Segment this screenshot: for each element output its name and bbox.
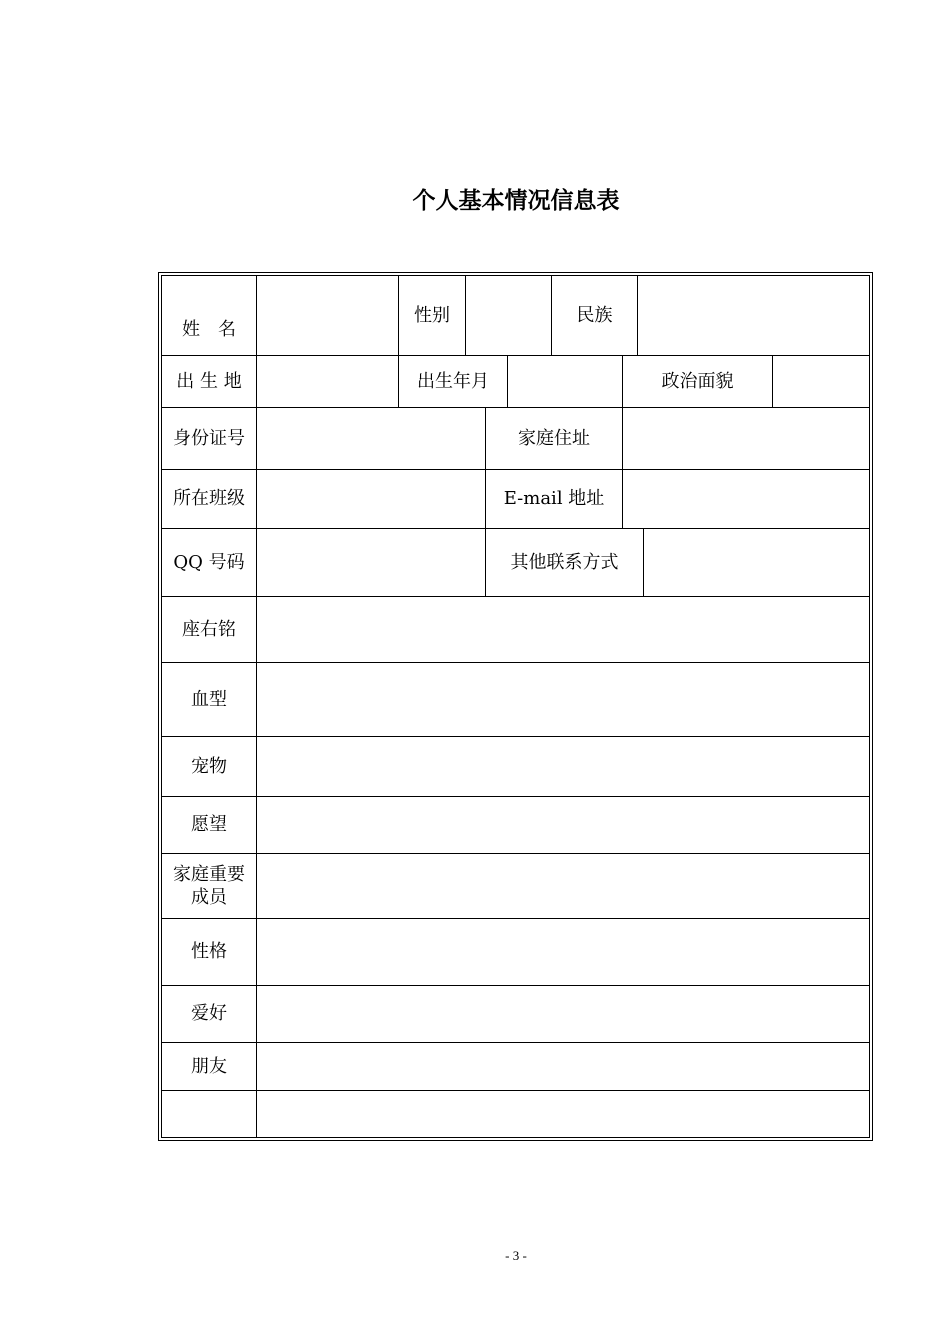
label-ethnicity: 民族 bbox=[576, 305, 613, 326]
email-field[interactable] bbox=[623, 470, 869, 528]
friends-field[interactable] bbox=[257, 1043, 869, 1090]
page-number: - 3 - bbox=[505, 1248, 527, 1263]
label-personality: 性格 bbox=[191, 941, 227, 963]
personality-field[interactable] bbox=[257, 919, 869, 985]
label-wish: 愿望 bbox=[191, 814, 227, 836]
blank-label-cell bbox=[162, 1091, 256, 1139]
label-birthplace: 出 生 地 bbox=[176, 370, 242, 392]
label-qq: QQ 号码 bbox=[173, 551, 245, 573]
label-id-number: 身份证号 bbox=[173, 427, 245, 449]
label-birth-date: 出生年月 bbox=[417, 370, 489, 392]
label-gender: 性别 bbox=[414, 305, 450, 326]
name-field[interactable] bbox=[257, 276, 398, 355]
wish-field[interactable] bbox=[257, 797, 869, 853]
blood-type-field[interactable] bbox=[257, 663, 869, 736]
label-hobbies: 爱好 bbox=[191, 1003, 227, 1025]
label-name: 姓 名 bbox=[182, 318, 236, 340]
political-status-field[interactable] bbox=[773, 356, 869, 407]
label-motto: 座右铭 bbox=[182, 618, 236, 640]
label-family-members: 家庭重要成员 bbox=[173, 863, 245, 908]
label-class: 所在班级 bbox=[173, 488, 245, 510]
blank-field[interactable] bbox=[257, 1091, 869, 1139]
label-other-contact: 其他联系方式 bbox=[510, 551, 619, 573]
hobbies-field[interactable] bbox=[257, 986, 869, 1042]
motto-field[interactable] bbox=[257, 597, 869, 662]
family-members-field[interactable] bbox=[257, 854, 869, 918]
label-political-status: 政治面貌 bbox=[661, 370, 734, 392]
home-address-field[interactable] bbox=[623, 408, 869, 469]
label-blood-type: 血型 bbox=[191, 688, 227, 710]
class-field[interactable] bbox=[257, 470, 485, 528]
label-friends: 朋友 bbox=[191, 1055, 227, 1077]
gender-field[interactable] bbox=[466, 276, 551, 355]
qq-field[interactable] bbox=[257, 529, 485, 596]
id-number-field[interactable] bbox=[257, 408, 485, 469]
birthplace-field[interactable] bbox=[257, 356, 398, 407]
label-email: E-mail 地址 bbox=[503, 488, 605, 510]
form-title: 个人基本情况信息表 bbox=[412, 188, 620, 214]
label-home-address: 家庭住址 bbox=[518, 427, 590, 449]
pet-field[interactable] bbox=[257, 737, 869, 796]
label-pet: 宠物 bbox=[191, 755, 227, 777]
info-form-inner bbox=[161, 275, 870, 1138]
birth-date-field[interactable] bbox=[508, 356, 622, 407]
other-contact-field[interactable] bbox=[644, 529, 869, 596]
ethnicity-field[interactable] bbox=[638, 276, 869, 355]
info-form-table bbox=[158, 272, 873, 1141]
